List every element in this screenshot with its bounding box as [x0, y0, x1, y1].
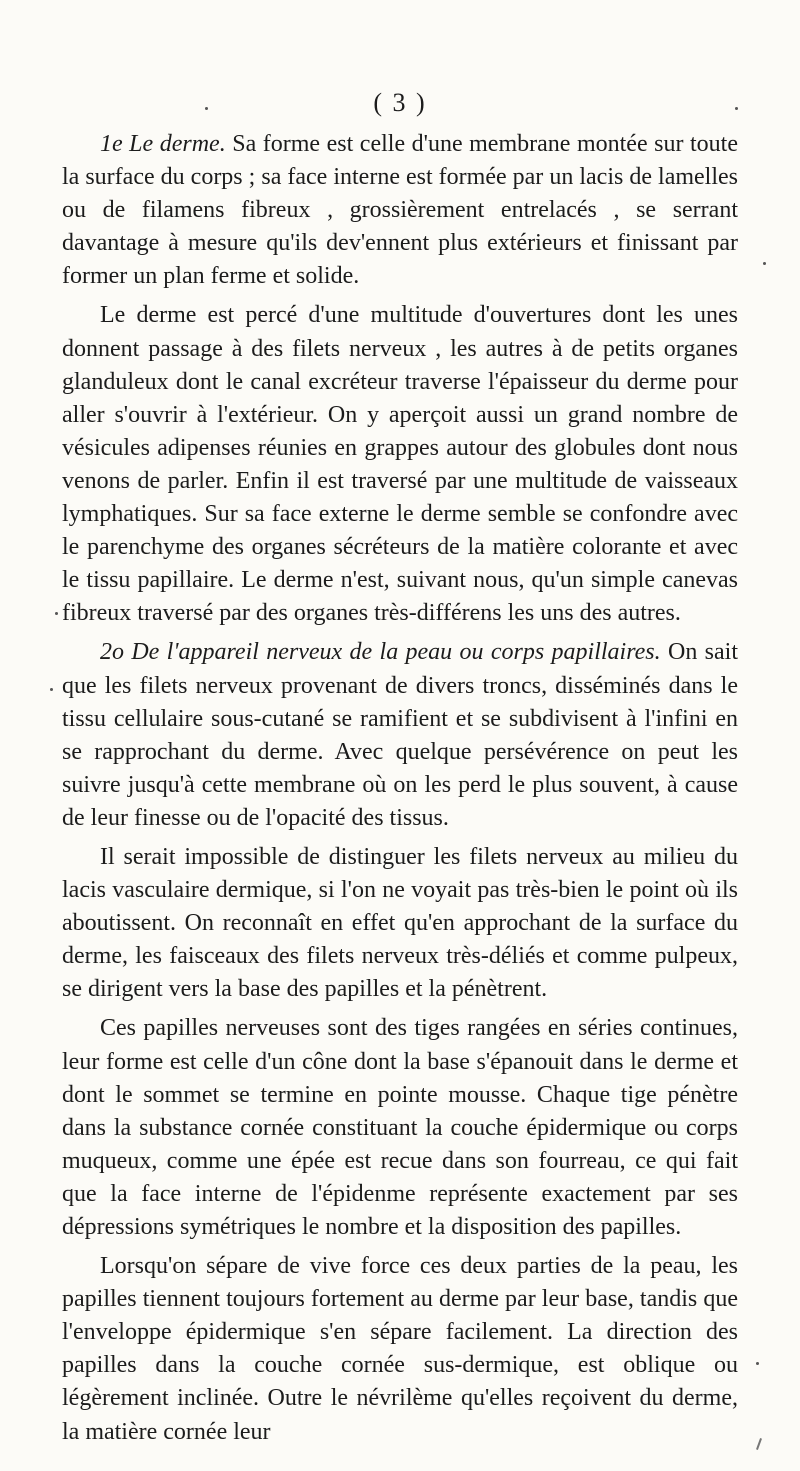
paragraph-text: Il serait impossible de distinguer les filets nerveux au milieu du lacis vasculaire dermique, si l'on ne voyait pas très-bien le point où ils aboutissent. On reconnaît en effet qu'en approchant de la surface du derme, les faisceaux des filets nerveux très-déliés et comme pulpeux, se dirigent vers la base des papilles et la pénètrent. [62, 843, 738, 1003]
paper-speck [205, 107, 208, 110]
paragraph-text: On sait que les filets nerveux provenant de divers troncs, disséminés dans le tissu cellulaire sous-cutané se ramifient et se subdivisent à l'infini en se rapprochant du derme. Avec quelque persévérence on peut les suivre jusqu'à cette membrane où on les perd le plus souvent, à cause de leur finesse ou de l'opacité des tissus. [62, 639, 738, 831]
paragraph-derme [62, 128, 738, 293]
paper-speck [756, 1362, 759, 1365]
body-text [62, 128, 738, 1455]
paragraph-text: Le derme est percé d'une multitude d'ouvertures dont les unes donnent passage à des filets nerveux , les autres à de petits organes glanduleux dont le canal excréteur traverse l'épaisseur du derme pour aller s'ouvrir à l'extérieur. On y aperçoit aussi un grand nombre de vésicules adipenses réunies en grappes autour des globules dont nous venons de parler. Enfin il est traversé par une multitude de vaisseaux lymphatiques. Sur sa face externe le derme semble se confondre avec le parenchyme des organes sécréteurs de la matière colorante et avec le tissu papillaire. Le derme n'est, suivant nous, qu'un simple canevas fibreux traversé par des organes très-différens les uns des autres. [62, 302, 738, 627]
paper-scratch [756, 1438, 762, 1450]
paper-speck [55, 612, 58, 615]
paragraph-filets-nerveux [62, 841, 738, 1006]
paragraph-text: Lorsqu'on sépare de vive force ces deux parties de la peau, les papilles tiennent toujours fortement au derme par leur base, tandis que l'enveloppe épidermique s'en sépare facilement. La direction des papilles dans la couche cornée sus-dermique, est oblique ou légèrement inclinée. Outre le névrilème qu'elles reçoivent du derme, la matière cornée leur [62, 1253, 738, 1445]
paragraph-separation [62, 1250, 738, 1449]
paragraph-text: Sa forme est celle d'une membrane montée sur toute la surface du corps ; sa face interne est formée par un lacis de lamelles ou de filamens fibreux , grossièrement entrelacés , se serrant davantage à mesure qu'ils dev'ennent plus extérieurs et finissant par former un plan ferme et solide. [62, 131, 738, 290]
paragraph-papilles-nerveuses [62, 1012, 738, 1244]
paper-speck [763, 262, 766, 265]
section-heading-derme: 1e Le derme. [100, 131, 226, 157]
paper-speck [50, 688, 53, 691]
paragraph-appareil-nerveux [62, 636, 738, 835]
paragraph-text: Ces papilles nerveuses sont des tiges rangées en séries continues, leur forme est celle d'un cône dont la base s'épanouit dans le derme et dont le sommet se termine en pointe mousse. Chaque tige pénètre dans la substance cornée constituant la couche épidermique ou corps muqueux, comme une épée est recue dans son fourreau, ce qui fait que la face interne de l'épidenme représente exactement par ses dépressions symétriques le nombre et la disposition des papilles. [62, 1015, 738, 1240]
paper-speck [735, 107, 738, 110]
section-heading-appareil-nerveux: 2o De l'appareil nerveux de la peau ou corps papillaires. [100, 639, 661, 666]
page-number: ( 3 ) [373, 88, 427, 117]
paragraph-ouvertures [62, 299, 738, 630]
